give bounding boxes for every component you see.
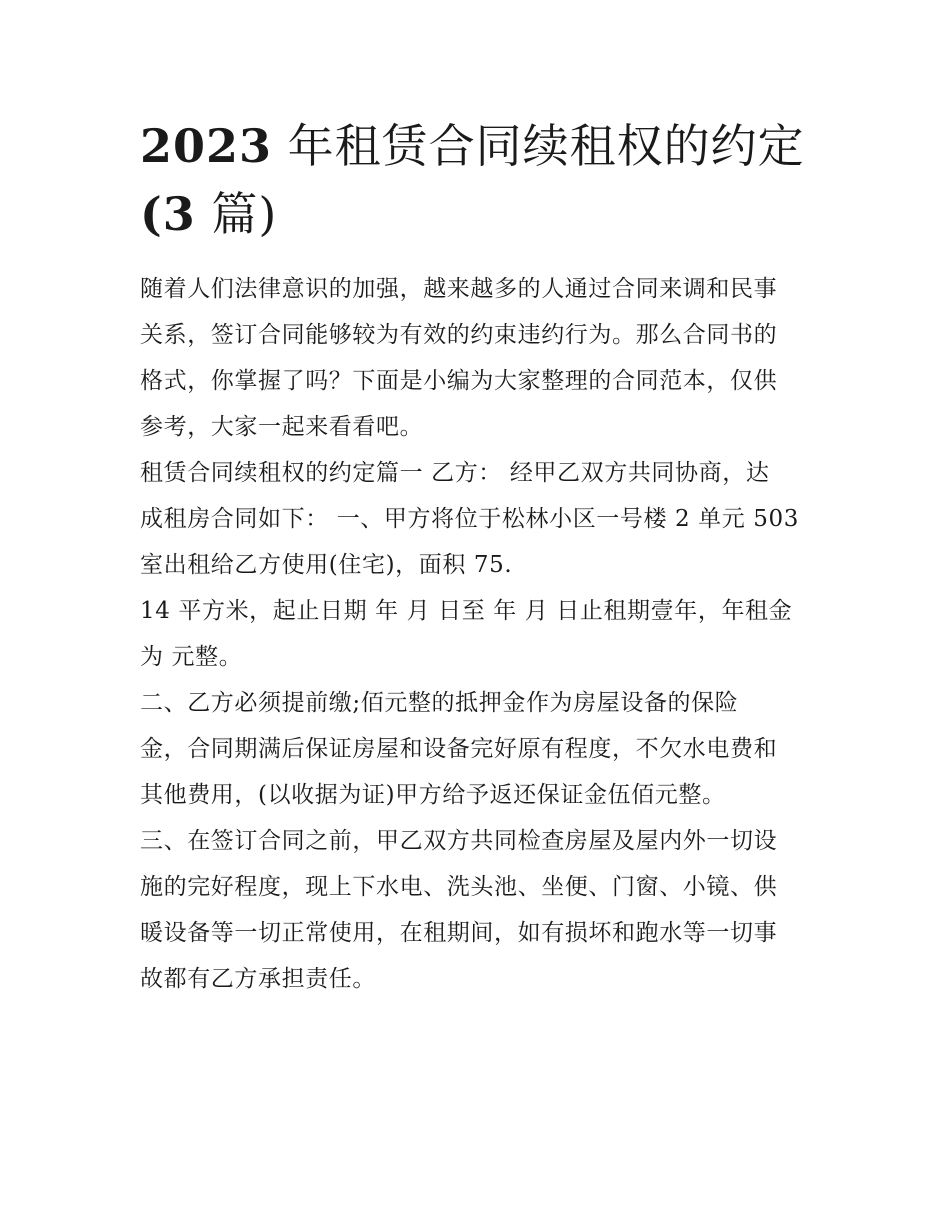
- paragraph-line: 二、乙方必须提前缴;佰元整的抵押金作为房屋设备的保险: [140, 690, 739, 716]
- paragraph-line: 其他费用，(以收据为证)甲方给予返还保证金伍佰元整。: [140, 782, 726, 808]
- title-line-1: [140, 112, 812, 180]
- title-count: (3: [140, 187, 196, 241]
- paragraph-line: 金，合同期满后保证房屋和设备完好原有程度，不欠水电费和: [140, 736, 778, 762]
- paragraph-intro: [140, 266, 812, 450]
- title-text: 年租赁合同续租权的约定: [287, 119, 805, 173]
- title-year: 2023: [140, 119, 273, 173]
- paragraph-article-two: [140, 680, 812, 818]
- paragraph-article-three: [140, 818, 812, 1002]
- paragraph-line: 故都有乙方承担责任。: [140, 966, 376, 992]
- paragraph-area-term: [140, 588, 812, 680]
- paragraph-line: 参考，大家一起来看看吧。: [140, 414, 424, 440]
- paragraph-line: 租赁合同续租权的约定篇一 乙方： 经甲乙双方共同协商，达: [140, 460, 770, 486]
- paragraph-line: 14 平方米，起止日期 年 月 日至 年 月 日止租期壹年，年租金: [140, 598, 793, 624]
- paragraph-line: 格式，你掌握了吗？下面是小编为大家整理的合同范本，仅供: [140, 368, 778, 394]
- paragraph-line: 室出租给乙方使用(住宅)，面积 75.: [140, 552, 513, 578]
- title-spacer: [140, 248, 812, 266]
- document-body: [140, 112, 812, 1002]
- paragraph-line: 暖设备等一切正常使用，在租期间，如有损坏和跑水等一切事: [140, 920, 778, 946]
- paragraph-line: 三、在签订合同之前，甲乙双方共同检查房屋及屋内外一切设: [140, 828, 778, 854]
- paragraph-line: 为 元整。: [140, 644, 243, 670]
- title-line-2: [140, 180, 812, 248]
- title-count-unit: 篇): [211, 187, 278, 241]
- paragraph-line: 施的完好程度，现上下水电、洗头池、坐便、门窗、小镜、供: [140, 874, 778, 900]
- paragraph-line: 成租房合同如下： 一、甲方将位于松林小区一号楼 2 单元 503: [140, 506, 799, 532]
- paragraph-article-one: [140, 450, 812, 588]
- paragraph-line: 关系，签订合同能够较为有效的约束违约行为。那么合同书的: [140, 322, 778, 348]
- document-title: [140, 112, 812, 248]
- paragraph-line: 随着人们法律意识的加强，越来越多的人通过合同来调和民事: [140, 276, 778, 302]
